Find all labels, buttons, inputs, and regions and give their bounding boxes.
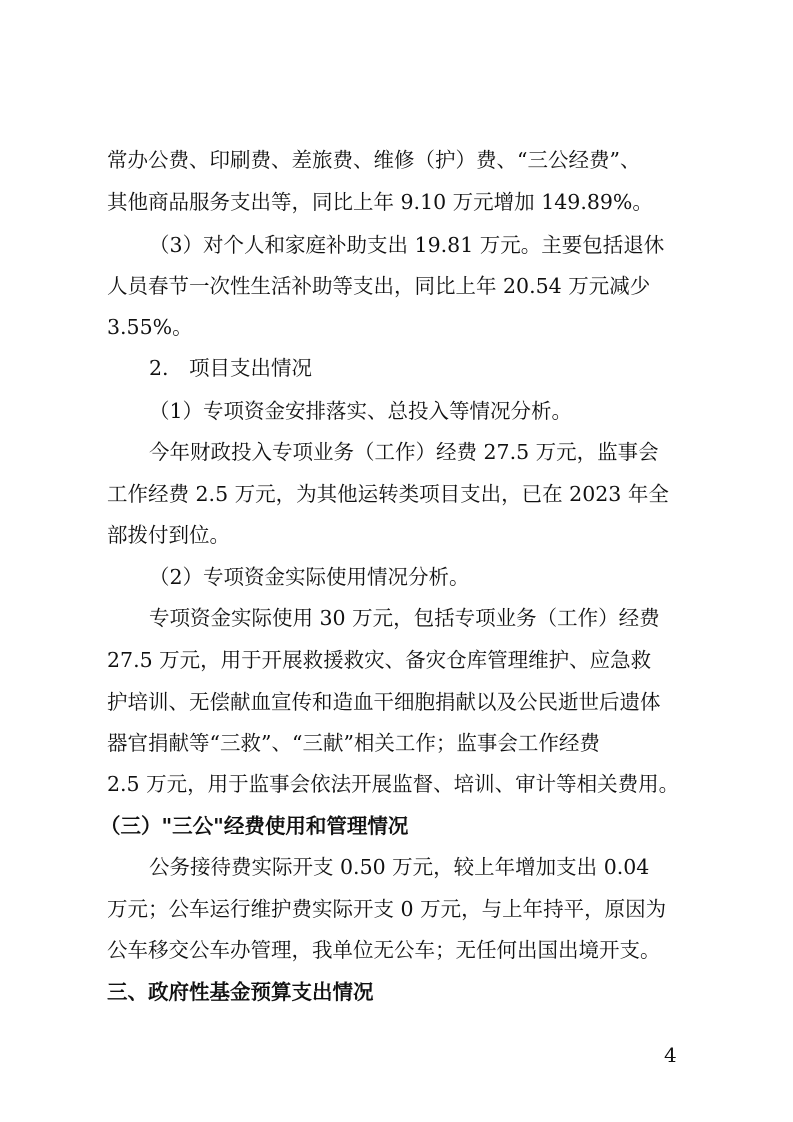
section-heading [0,350,793,386]
line-text: 其他商品服务支出等，同比上年 9.10 万元增加 149.89%。 [107,190,653,214]
line-text: 三、政府性基金预算支出情况 [107,980,374,1004]
line-text: （3）对个人和家庭补助支出 19.81 万元。主要包括退休 [149,233,665,257]
line-text: 人员春节一次性生活补助等支出，同比上年 20.54 万元减少 [107,274,651,298]
line-text: 万元；公车运行维护费实际开支 0 万元，与上年持平，原因为 [107,897,667,921]
body-line [0,476,793,512]
page-number: 4 [664,1043,677,1067]
line-text: 2.5 万元，用于监事会依法开展监督、培训、审计等相关费用。 [107,772,680,796]
line-text: （2）专项资金实际使用情况分析。 [149,565,470,589]
body-line [0,309,793,345]
line-text: 今年财政投入专项业务（工作）经费 27.5 万元，监事会 [149,440,659,464]
line-text: 3.55%。 [107,315,193,339]
body-line [0,849,793,885]
body-line [0,142,793,178]
body-line [0,434,793,470]
body-line [0,932,793,968]
body-line [0,600,793,636]
body-line [0,268,793,304]
line-text: 护培训、无偿献血宣传和造血干细胞捐献以及公民逝世后遗体 [107,690,661,714]
line-text: 工作经费 2.5 万元，为其他运转类项目支出，已在 2023 年全 [107,482,669,506]
line-text: 部拨付到位。 [107,523,230,547]
line-text: 2. 项目支出情况 [149,356,313,380]
body-line [0,517,793,553]
line-text: （三）"三公"经费使用和管理情况 [100,814,409,838]
body-line [0,227,793,263]
line-text: 公车移交公车办管理，我单位无公车；无任何出国出境开支。 [107,938,661,962]
line-text: 常办公费、印刷费、差旅费、维修（护）费、“三公经费”、 [107,148,641,172]
body-line [0,684,793,720]
body-line [0,184,793,220]
line-text: 27.5 万元，用于开展救援救灾、备灾仓库管理维护、应急救 [107,648,652,672]
line-text: 器官捐献等“三救”、“三献”相关工作；监事会工作经费 [107,731,600,755]
chapter-heading [0,974,793,1010]
subsection-heading [0,393,793,429]
line-text: 专项资金实际使用 30 万元，包括专项业务（工作）经费 [149,606,660,630]
body-line [0,766,793,802]
line-text: 公务接待费实际开支 0.50 万元，较上年增加支出 0.04 [149,855,650,879]
section-heading-three-public [0,808,793,844]
line-text: （1）专项资金安排落实、总投入等情况分析。 [149,399,573,423]
body-line [0,642,793,678]
body-line [0,891,793,927]
subsection-heading [0,559,793,595]
body-line [0,725,793,761]
